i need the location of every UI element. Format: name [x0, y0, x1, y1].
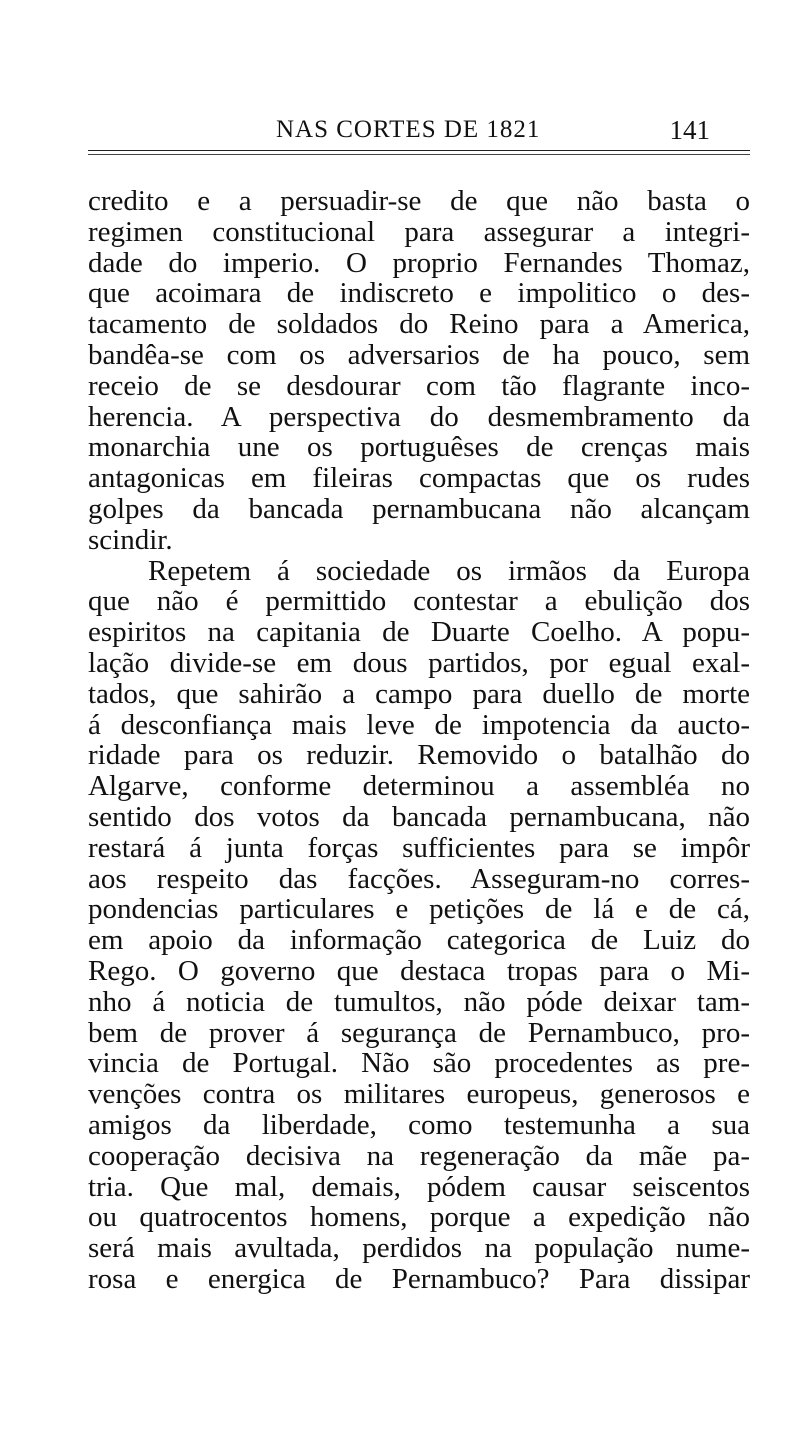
text-line: scindir. [88, 524, 173, 556]
text-line: credito e a persuadir-se de que não basta o [88, 186, 750, 217]
text-line: herencia. A perspectiva do desmembramento da [88, 401, 750, 433]
text-line: restará á junta forças sufficientes para se impôr [88, 832, 750, 864]
text-line: tria. Que mal, demais, pódem causar seiscentos [88, 1171, 750, 1203]
text-line: tados, que sahirão a campo para duello de morte [88, 678, 750, 710]
paragraph-start-line: Repetem á sociedade os irmãos da Europa [148, 555, 750, 587]
text-line: aos respeito das facções. Asseguram-no corres- [88, 863, 750, 895]
text-line: que acoimara de indiscreto e impolitico o des- [88, 278, 750, 310]
text-line: pondencias particulares e petições de lá e de cá, [88, 894, 750, 926]
text-line: lação divide-se em dous partidos, por egual exal- [88, 647, 750, 679]
text-line: receio de se desdourar com tão flagrante inco- [88, 370, 750, 402]
text-line: ou quatrocentos homens, porque a expedição não [88, 1202, 750, 1234]
text-line: dade do imperio. O proprio Fernandes Thomaz, [88, 247, 750, 279]
text-line: ridade para os reduzir. Removido o batalhão do [88, 740, 750, 772]
text-line: em apoio da informação categorica de Luiz do [88, 925, 750, 956]
body-text [88, 186, 750, 1295]
text-line: que não é permittido contestar a ebulição dos [88, 586, 750, 618]
text-line: á desconfiança mais leve de impotencia da aucto- [88, 709, 750, 741]
text-line: nho á noticia de tumultos, não póde deixar tam- [88, 986, 750, 1018]
page-number: 141 [669, 115, 710, 145]
text-line: bandêa-se com os adversarios de ha pouco, sem [88, 339, 750, 371]
running-head [88, 112, 750, 152]
text-line: Rego. O governo que destaca tropas para o Mi- [88, 955, 750, 987]
text-line: Algarve, conforme determinou a assembléa no [88, 771, 750, 802]
text-line: espiritos na capitania de Duarte Coelho. A popu- [88, 617, 750, 648]
text-line: tacamento de soldados do Reino para a America, [88, 309, 750, 340]
text-line: sentido dos votos da bancada pernambucana, não [88, 801, 750, 833]
text-line: venções contra os militares europeus, generosos e [88, 1079, 750, 1110]
running-title: NAS CORTES DE 1821 [276, 116, 541, 143]
header-rule [88, 150, 750, 151]
text-line: amigos da liberdade, como testemunha a sua [88, 1109, 750, 1141]
text-line: vincia de Portugal. Não são procedentes as pre- [88, 1048, 750, 1080]
text-line: bem de prover á segurança de Pernambuco, pro- [88, 1017, 750, 1049]
text-line: rosa e energica de Pernambuco? Para dissipar [88, 1263, 750, 1295]
text-line: cooperação decisiva na regeneração da mãe pa- [88, 1140, 750, 1172]
text-line: regimen constitucional para assegurar a integri- [88, 216, 750, 248]
text-line: será mais avultada, perdidos na população nume- [88, 1233, 750, 1264]
text-line: antagonicas em fileiras compactas que os rudes [88, 463, 750, 494]
text-line: golpes da bancada pernambucana não alcançam [88, 493, 750, 525]
header-rule-secondary [88, 154, 750, 155]
text-line: monarchia une os portuguêses de crenças mais [88, 432, 750, 464]
